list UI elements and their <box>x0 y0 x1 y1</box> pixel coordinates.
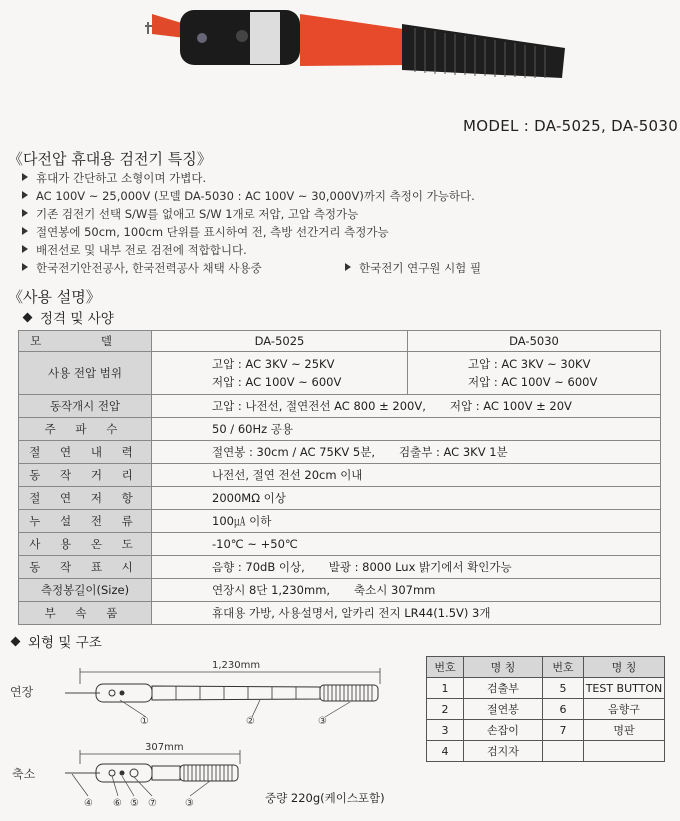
bullet-triangle-icon <box>22 191 28 199</box>
parts-row: 2 절연봉 6 음향구 <box>427 699 665 720</box>
voltage-b-low: 저압 : AC 100V ~ 600V <box>468 375 598 389</box>
parts-row: 4 검지자 <box>427 741 665 762</box>
collapsed-label: 축소 <box>12 767 36 781</box>
bullet-triangle-icon <box>345 263 351 271</box>
diamond-bullet-icon <box>23 313 33 323</box>
product-photo <box>140 0 580 110</box>
spec-row: 부 속 품 휴대용 가방, 사용설명서, 알카리 전지 LR44(1.5V) 3개 <box>19 602 661 625</box>
spec-row: 주 파 수 50 / 60Hz 공용 <box>19 418 661 441</box>
ext-num: ① <box>140 716 149 727</box>
spec-row-voltage-range <box>19 352 661 395</box>
col-num: ⑥ <box>113 798 122 809</box>
voltage-a-low: 저압 : AC 100V ~ 600V <box>212 375 342 389</box>
bullet-triangle-icon <box>22 263 28 271</box>
parts-table <box>426 656 665 762</box>
spec-title: 정격 및 사양 <box>22 307 114 327</box>
feature-item: AC 100V ~ 25,000V (모델 DA-5030 : AC 100V ~ 30,000V)까지 측정이 가능하다. <box>22 188 475 204</box>
spec-row: 동 작 거 리 나전선, 절연 전선 20cm 이내 <box>19 464 661 487</box>
usage-title: 《사용 설명》 <box>8 288 101 306</box>
collapsed-length: 307mm <box>145 742 184 753</box>
parts-header-row: 번호 명 칭 번호 명 칭 <box>427 657 665 678</box>
col-num: ⑤ <box>130 798 139 809</box>
diamond-bullet-icon <box>11 637 21 647</box>
model-line: MODEL : DA-5025, DA-5030 <box>463 117 679 135</box>
extended-diagram <box>60 662 400 732</box>
feature-item: 배전선로 및 내부 전로 검전에 적합합니다. <box>22 242 247 258</box>
ext-num: ② <box>246 716 255 727</box>
header-model-label: 모 델 <box>19 331 152 352</box>
row-label: 사용 전압 범위 <box>19 352 152 395</box>
bullet-triangle-icon <box>22 209 28 217</box>
voltage-b-high: 고압 : AC 3KV ~ 30KV <box>468 357 591 371</box>
parts-row: 1 검출부 5 TEST BUTTON <box>427 678 665 699</box>
parts-row: 3 손잡이 7 명판 <box>427 720 665 741</box>
ext-num: ③ <box>318 716 327 727</box>
col-num: ④ <box>84 798 93 809</box>
feature-item-right: 한국전기 연구원 시험 필 <box>345 260 481 276</box>
feature-item: 한국전기안전공사, 한국전력공사 채택 사용중 <box>22 260 262 276</box>
feature-item: 휴대가 간단하고 소형이며 가볍다. <box>22 170 206 186</box>
spec-row: 측정봉길이(Size) 연장시 8단 1,230mm, 축소시 307mm <box>19 579 661 602</box>
spec-row: 절 연 내 력 절연봉 : 30cm / AC 75KV 5분, 검출부 : AC 3KV 1분 <box>19 441 661 464</box>
structure-title: 외형 및 구조 <box>10 631 102 651</box>
header-da5030: DA-5030 <box>408 331 661 352</box>
spec-row: 동작개시 전압 고압 : 나전선, 절연전선 AC 800 ± 200V, 저압 : AC 100V ± 20V <box>19 395 661 418</box>
extended-length: 1,230mm <box>212 660 261 671</box>
spec-row: 누 설 전 류 100㎂ 이하 <box>19 510 661 533</box>
voltage-a-high: 고압 : AC 3KV ~ 25KV <box>212 357 335 371</box>
spec-table <box>18 330 661 625</box>
collapsed-diagram <box>60 746 260 806</box>
col-num: ③ <box>185 798 194 809</box>
bullet-triangle-icon <box>22 227 28 235</box>
header-da5025: DA-5025 <box>152 331 408 352</box>
bullet-triangle-icon <box>22 245 28 253</box>
feature-item: 절연봉에 50cm, 100cm 단위를 표시하여 전, 측방 선간거리 측정가능 <box>22 224 389 240</box>
spec-row: 사 용 온 도 -10℃ ~ +50℃ <box>19 533 661 556</box>
extended-label: 연장 <box>10 685 34 699</box>
weight-note: 중량 220g(케이스포함) <box>265 791 385 805</box>
bullet-triangle-icon <box>22 173 28 181</box>
spec-row: 절 연 저 항 2000MΩ 이상 <box>19 487 661 510</box>
spec-row: 동 작 표 시 음향 : 70dB 이상, 발광 : 8000 Lux 밝기에서 확인가능 <box>19 556 661 579</box>
spec-header-row <box>19 331 661 352</box>
features-title: 《다전압 휴대용 검전기 특징》 <box>8 150 212 168</box>
feature-item: 기존 검전기 선택 S/W를 없애고 S/W 1개로 저압, 고압 측정가능 <box>22 206 358 222</box>
col-num: ⑦ <box>148 798 157 809</box>
